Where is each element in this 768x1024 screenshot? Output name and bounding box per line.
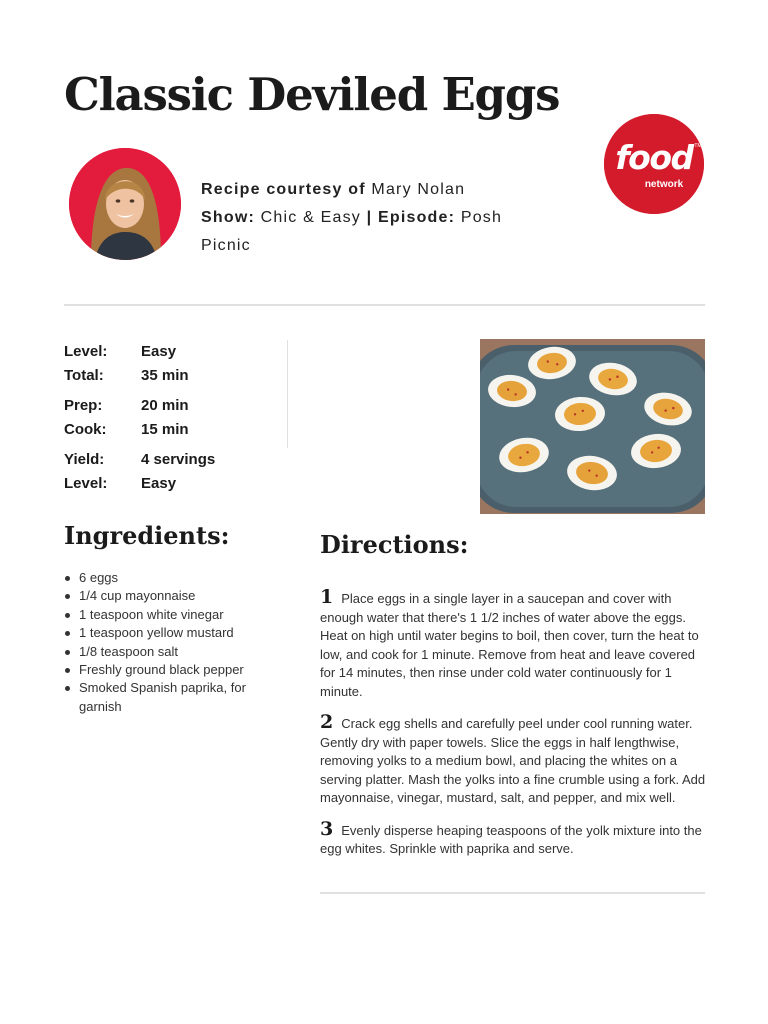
ingredient-item: Freshly ground black pepper [64, 661, 274, 679]
logo-subtext: network [644, 179, 684, 190]
step-number: 3 [320, 817, 334, 840]
step-number: 2 [320, 711, 334, 733]
author-name[interactable]: Mary Nolan [371, 181, 466, 198]
ingredient-item: Smoked Spanish paprika, for garnish [64, 679, 274, 716]
ingredient-item: 1 teaspoon white vinegar [64, 606, 274, 624]
fact-label: Level: [64, 475, 108, 492]
recipe-photo [480, 339, 705, 514]
directions-divider [320, 892, 705, 894]
fact-cook [64, 418, 264, 442]
step-text: Evenly disperse heaping teaspoons of the yolk mixture into the egg whites. Sprinkle with paprika and serve. [320, 822, 702, 856]
food-network-logo [604, 114, 704, 214]
ingredients-heading: Ingredients: [64, 521, 230, 550]
ingredient-item: 1/8 teaspoon salt [64, 643, 274, 661]
step-text: Crack egg shells and carefully peel under cool running water. Gently dry with paper towels. Slice the eggs in half lengthwise, removing yolks to a medium bowl, and placing the whites on a serving platter. Mash the yolks into a fine crumble using a fork. Add mayonnaise, vinegar, mustard, salt, and pepper, and mix well. [320, 716, 706, 805]
byline-separator: | [366, 209, 373, 226]
episode-name[interactable]: Posh Picnic [201, 209, 503, 254]
ingredient-item: 6 eggs [64, 569, 274, 587]
directions-heading: Directions: [320, 530, 469, 559]
fact-label: Cook: [64, 421, 107, 438]
episode-label: Episode: [378, 209, 456, 226]
direction-step [320, 588, 708, 701]
fact-value: Easy [141, 343, 177, 360]
fact-value: 35 min [141, 367, 189, 384]
recipe-facts [64, 340, 264, 496]
fact-prep [64, 394, 264, 418]
header-divider [64, 304, 705, 306]
direction-step [320, 713, 708, 808]
deviled-eggs-photo-icon [480, 339, 705, 514]
fact-label: Total: [64, 367, 104, 384]
directions-list [320, 588, 708, 871]
fact-value: 4 servings [141, 451, 216, 468]
fact-level [64, 340, 264, 364]
author-avatar [69, 148, 181, 260]
show-label: Show: [201, 209, 255, 226]
courtesy-label: Recipe courtesy of [201, 181, 366, 198]
fact-value: 20 min [141, 397, 189, 414]
fact-level-repeat [64, 472, 264, 496]
food-network-logo-icon [604, 114, 704, 214]
fact-value: Easy [141, 475, 177, 492]
show-name[interactable]: Chic & Easy [260, 209, 361, 226]
fact-total [64, 364, 264, 388]
fact-value: 15 min [141, 421, 189, 438]
recipe-title: Classic Deviled Eggs [64, 68, 560, 121]
direction-step [320, 817, 708, 859]
author-portrait-icon [69, 148, 181, 260]
fact-label: Prep: [64, 397, 103, 414]
ingredient-item: 1/4 cup mayonnaise [64, 587, 274, 605]
recipe-byline [201, 176, 541, 260]
ingredient-item: 1 teaspoon yellow mustard [64, 624, 274, 642]
fact-label: Yield: [64, 451, 105, 468]
logo-wordmark: food [615, 138, 693, 177]
ingredients-list [64, 569, 274, 716]
facts-divider [287, 340, 288, 448]
fact-label: Level: [64, 343, 108, 360]
logo-trademark: TM [694, 143, 702, 149]
step-number: 1 [320, 586, 334, 608]
fact-yield [64, 448, 264, 472]
step-text: Place eggs in a single layer in a saucepan and cover with enough water that there's 1 1/2 inches of water above the eggs. Heat on high until water begins to boil, then cover, turn the heat to low, and cook for 1 minute. Remove from heat and leave covered for 14 minutes, then rinse under cold water continuously for 1 minute. [320, 591, 699, 699]
